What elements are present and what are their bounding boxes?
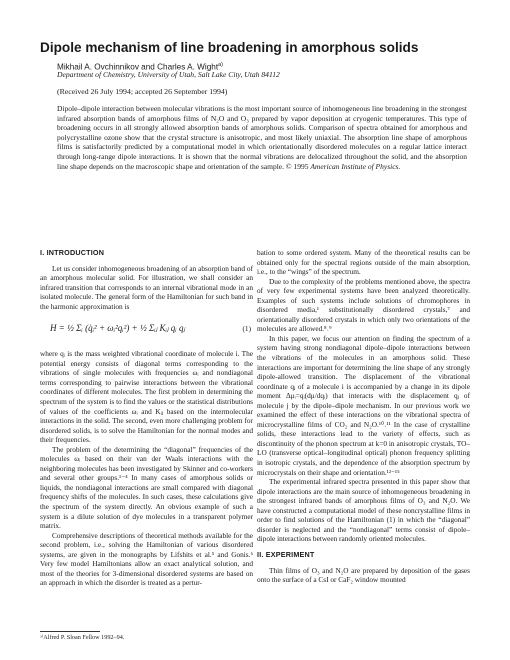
paper-title: Dipole mechanism of line broadening in amorphous solids <box>40 40 419 55</box>
footnote-rule <box>40 631 100 632</box>
section-heading-experiment: II. EXPERIMENT <box>257 549 315 559</box>
intro-paragraph-1: Let us consider inhomogeneous broadening of an absorption band of an amorphous molecular solid. For illustration, we shall consider an infrared transition that corresponds to an internal vibrational mode in an isolated molecule. The general form of the Hamiltonian for such band in the harmonic approximation is <box>40 263 253 311</box>
copyright: © 1995 <box>285 161 309 171</box>
equation-number: (1) <box>242 324 251 334</box>
section-heading-introduction: I. INTRODUCTION <box>40 248 105 257</box>
intro-paragraph-2: where qᵢ is the mass weighted vibrational coordinate of molecule i. The potential energy consists of diagonal terms corresponding to the vibrations of single molecules with frequencies ωᵢ and nondiagonal terms corresponding to pairwise interactions between the vibrational coordinates of different molecules. The first problem in determining the spectrum of the system is to find the values or the statistical distributions of values of the coefficients ωᵢ and Kᵢⱼ based on the intermolecular interactions in the solid. The second, even more challenging problem for disordered solids, is to solve the Hamiltonian for the normal modes and their frequencies. <box>40 349 253 445</box>
received-dates: (Received 26 July 1994; accepted 26 September 1994) <box>57 87 228 96</box>
intro-paragraph-8: The experimental infrared spectra presented in this paper show that dipole interactions are the main source of inhomogeneous broadening in the strongest infrared bands of amorphous films of O₃ and N₂O. We have constructed a computational model of these noncrystalline films in order to find solutions of the Hamiltonian (1) in which the “diagonal” disorder is neglected and the “nondiagonal” terms consist of dipole–dipole interactions between randomly oriented molecules. <box>257 477 470 544</box>
intro-paragraph-3: The problem of the determining the “diagonal” frequencies of the molecules ωᵢ based on their van der Waals interactions with the neighboring molecules has been investigated by Skinner and co-workers and several other groups.¹⁻⁴ In many cases of amorphous solids or liquids, the nondiagonal interactions are small compared with diagonal frequency shifts of the molecules. In such cases, these calculations give the spectrum of the system directly. An obvious example of such a system is a dilute solution of dye molecules in a transparent polymer matrix. <box>40 444 253 531</box>
footnote: ᵃ⁾Alfred P. Sloan Fellow 1992–94. <box>40 634 125 641</box>
hamiltonian-equation: H = ½ Σᵢ (q̇ᵢ² + ωᵢ²qᵢ²) + ½ Σᵢⱼ Kᵢⱼ qᵢ qⱼ <box>50 323 186 334</box>
author-names: Mikhail A. Ovchinnikov and Charles A. Wight <box>57 62 219 72</box>
abstract-body: Dipole–dipole interaction between molecular vibrations is the most important source of inhomogeneous line broadening in the strongest infrared absorption bands of amorphous films of N₂O and O₃ prepared by vapor deposition at cryogenic temperatures. This type of broadening occurs in all strongly allowed absorption bands of amorphous solids. Comparison of spectra obtained for amorphous and polycrystalline ozone show that the crystal structure is anisotropic, and most likely uniaxial. The absorption line shape of amorphous films is satisfactorily predicted by a computational model in which orientationally disordered molecules on a regular lattice interact through long-range dipole interactions. It is shown that the normal vibrations are delocalized throughout the solid, and the absorption line shape depends on the macroscopic shape and orientation of the sample. <box>57 104 467 171</box>
intro-paragraph-5: bation to some ordered system. Many of the theoretical results can be obtained only for the spectral regions outside of the main absorption, i.e., to the “wings” of the spectrum. <box>257 248 470 277</box>
experiment-paragraph-1: Thin films of O₃ and N₂O are prepared by deposition of the gases onto the surface of a CsI or CaF₂ window mounted <box>257 565 470 585</box>
right-column <box>257 248 470 585</box>
author-affiliation: Department of Chemistry, University of Utah, Salt Lake City, Utah 84112 <box>57 70 280 79</box>
intro-paragraph-6: Due to the complexity of the problems mentioned above, the spectra of very few experimental systems have been analyzed theoretically. Examples of such systems include solutions of chromophores in disordered media,¹ substitutionally disordered crystals,⁷ and orientationally disordered crystals in which only two orientations of the molecules are allowed.⁸˒⁹ <box>257 276 470 334</box>
intro-paragraph-7: In this paper, we focus our attention on finding the spectrum of a system having strong nondiagonal dipole–dipole interactions between the vibrations of the molecules in an amorphous solid. These interactions are important for determining the line shape of any strongly dipole-allowed transition. The displacement of the vibrational coordinate qⱼ of a molecule i is accompanied by a change in its dipole moment Δμᵢ=qᵢ(dμ/dqᵢ) that interacts with the displacement qⱼ of molecule j by the dipole–dipole mechanism. In our previous work we examined the effect of these interactions on the vibrational spectra of microcrystalline films of CO₂ and N₂O.¹⁰˒¹¹ In the case of crystalline solids, these interactions lead to the variety of effects, such as discontinuity of the phonon spectrum at k=0 in anisotropic crystals, TO–LO (transverse optical–longitudinal optical) phonon frequency splitting in isotropic crystals, and the dependence of the absorption spectrum by microcrystals on their shape and orientation.¹²⁻¹⁵ <box>257 333 470 477</box>
equation-1 <box>40 315 253 345</box>
publisher: American Institute of Physics. <box>310 161 401 171</box>
abstract <box>57 104 467 171</box>
intro-paragraph-4: Comprehensive descriptions of theoretical methods available for the second problem, i.e., solving the Hamiltonian of various disordered systems, are given in the monographs by Lifshits et al.⁵ and Gonis.⁶ Very few model Hamiltonians allow an exact analytical solution, and most of the theories for 3-dimensional disordered systems are based on an approach in which the disorder is treated as a pertur- <box>40 530 253 588</box>
author-footnote-mark: a) <box>218 62 223 68</box>
left-column <box>40 248 253 588</box>
